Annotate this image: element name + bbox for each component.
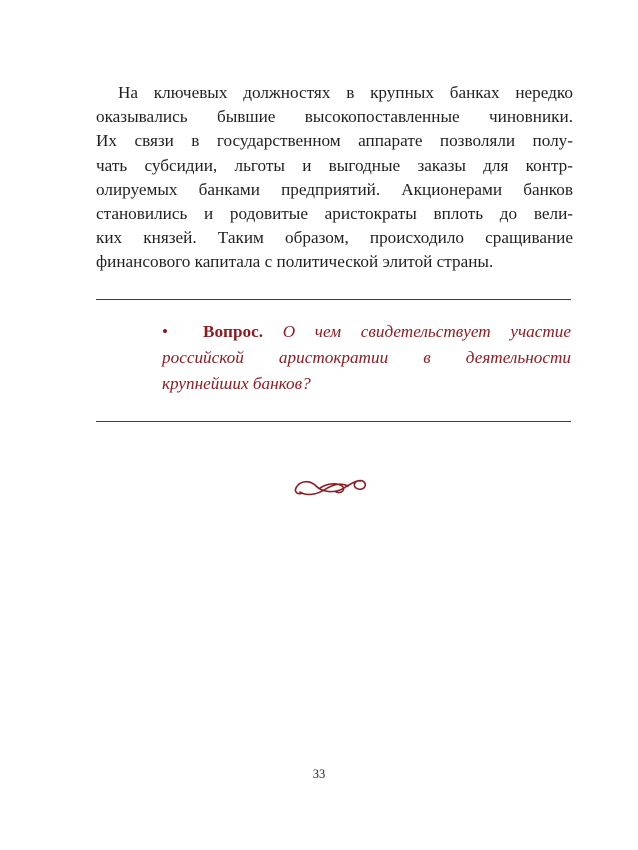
paragraph-line: становились и родовитые аристократы вплоть до вели- — [96, 203, 573, 223]
paragraph-line: Их связи в государственном аппарате позволяли полу- — [96, 131, 573, 151]
question-text: О чем свидетельствует участие — [282, 322, 571, 341]
bullet-icon: • — [162, 322, 169, 341]
question-box — [162, 319, 571, 397]
flourish-ornament-icon — [290, 468, 370, 500]
paragraph-line: чать субсидии, льготы и выгодные заказы для контр- — [96, 155, 573, 175]
body-paragraph — [96, 81, 573, 275]
page-number: 33 — [312, 767, 326, 781]
question-text: российской аристократии в деятельности — [162, 348, 571, 367]
paragraph-line: оказывались бывшие высокопоставленные чиновники. — [96, 107, 573, 127]
question-text: крупнейших банков? — [162, 374, 311, 393]
paragraph-line: ких князей. Таким образом, происходило сращивание — [96, 228, 573, 248]
paragraph-line: На ключевых должностях в крупных банках нередко — [118, 83, 573, 102]
question-top-divider — [96, 299, 571, 300]
paragraph-line: олируемых банками предприятий. Акционерами банков — [96, 179, 573, 199]
question-label: Вопрос. — [203, 322, 264, 341]
paragraph-line: финансового капитала с политической элитой страны. — [96, 252, 494, 272]
question-line — [162, 319, 571, 345]
question-bottom-divider — [96, 421, 571, 422]
